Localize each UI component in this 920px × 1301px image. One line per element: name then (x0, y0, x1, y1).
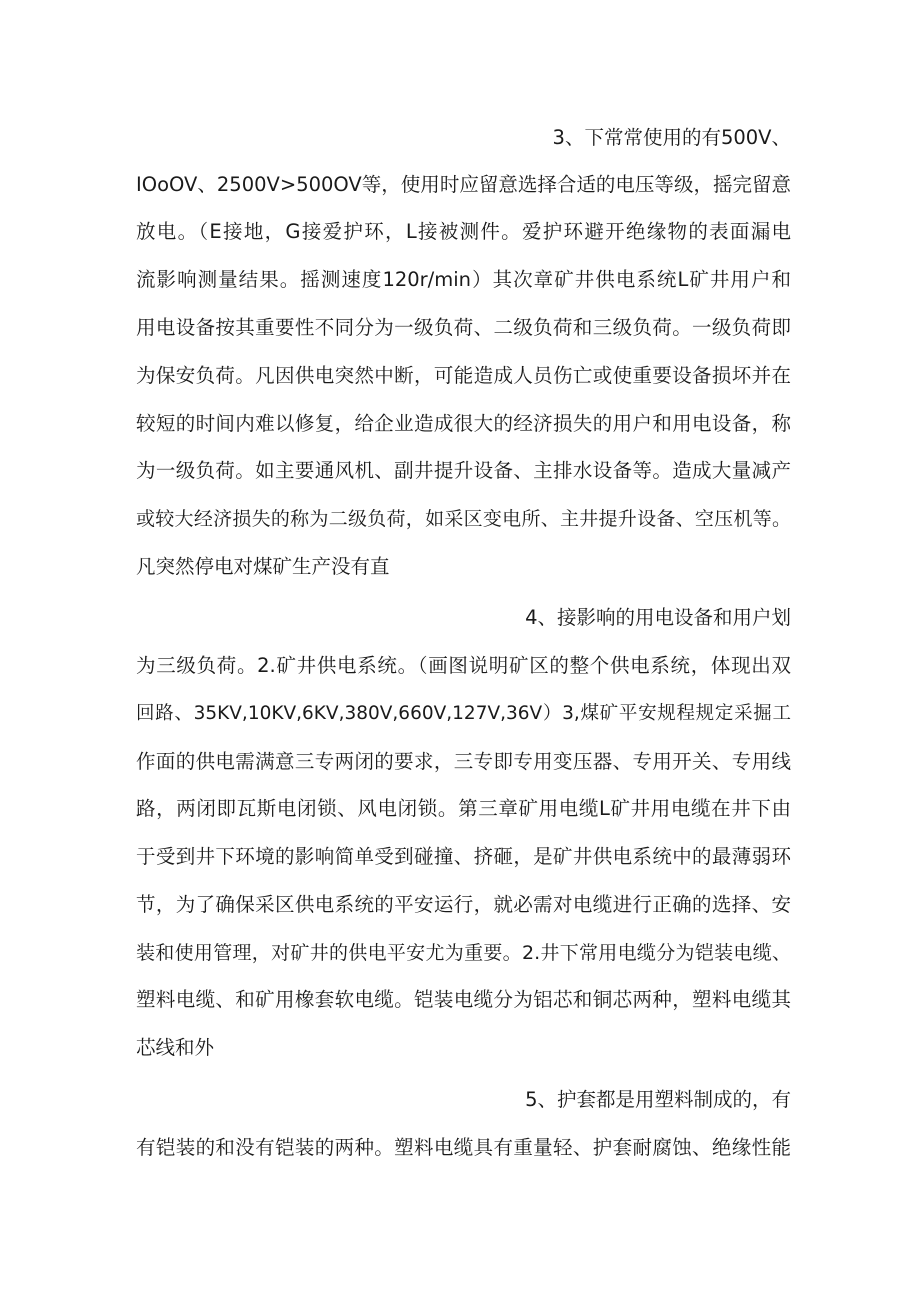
paragraph-4-line-9: 芯线和外 (136, 1036, 215, 1059)
paragraph-4-line-7: 装和使用管理，对矿井的供电平安尤为重要。2.井下常用电缆分为铠装电缆、 (136, 942, 791, 964)
paragraph-3-line-1: IOoOV、2500V>500OV等，使用时应留意选择合适的电压等级，摇完留意 (136, 173, 791, 196)
paragraph-3-line-5: 为保安负荷。凡因供电突然中断，可能造成人员伤亡或使重要设备损坏并在 (136, 364, 791, 387)
paragraph-4-line-4: 路，两闭即瓦斯电闭锁、风电闭锁。第三章矿用电缆L矿井用电缆在井下由 (136, 797, 791, 820)
paragraph-3-line-9: 凡突然停电对煤矿生产没有直 (136, 555, 390, 578)
paragraph-4-line-3: 作面的供电需满意三专两闭的要求，三专即专用变压器、专用开关、专用线 (136, 750, 791, 773)
paragraph-3-line-4: 用电设备按其重要性不同分为一级负荷、二级负荷和三级负荷。一级负荷即 (136, 316, 791, 339)
paragraph-3-line-7: 为一级负荷。如主要通风机、副井提升设备、主排水设备等。造成大量减产 (136, 459, 791, 482)
paragraph-4-line-5: 于受到井下环境的影响简单受到碰撞、挤砸，是矿井供电系统中的最薄弱环 (136, 845, 791, 868)
paragraph-3-line-3: 流影响测量结果。摇测速度120r/min）其次章矿井供电系统L矿井用户和 (136, 268, 791, 291)
paragraph-3-heading: 3、下常常使用的有500V、 (552, 126, 791, 149)
paragraph-4-heading: 4、接影响的用电设备和用户划 (525, 606, 791, 629)
paragraph-4-line-6: 节，为了确保采区供电系统的平安运行，就必需对电缆进行正确的选择、安 (136, 893, 791, 916)
paragraph-5-line-1: 有铠装的和没有铠装的两种。塑料电缆具有重量轻、护套耐腐蚀、绝缘性能 (136, 1136, 791, 1159)
paragraph-4-line-1: 为三级负荷。2.矿井供电系统。（画图说明矿区的整个供电系统，体现出双 (136, 654, 791, 677)
paragraph-4-line-8: 塑料电缆、和矿用橡套软电缆。铠装电缆分为铝芯和铜芯两种，塑料电缆其 (136, 988, 791, 1011)
paragraph-3-line-6: 较短的时间内难以修复，给企业造成很大的经济损失的用户和用电设备，称 (136, 412, 791, 435)
paragraph-4-line-2: 回路、35KV,10KV,6KV,380V,660V,127V,36V）3,煤矿平安规程规定采掘工 (136, 703, 791, 724)
paragraph-3-line-8: 或较大经济损失的称为二级负荷，如采区变电所、主井提升设备、空压机等。 (136, 508, 791, 530)
paragraph-5-heading: 5、护套都是用塑料制成的，有 (525, 1088, 791, 1111)
paragraph-3-line-2: 放电。（E接地，G接爱护环，L接被测件。爱护环避开绝缘物的表面漏电 (136, 220, 791, 243)
